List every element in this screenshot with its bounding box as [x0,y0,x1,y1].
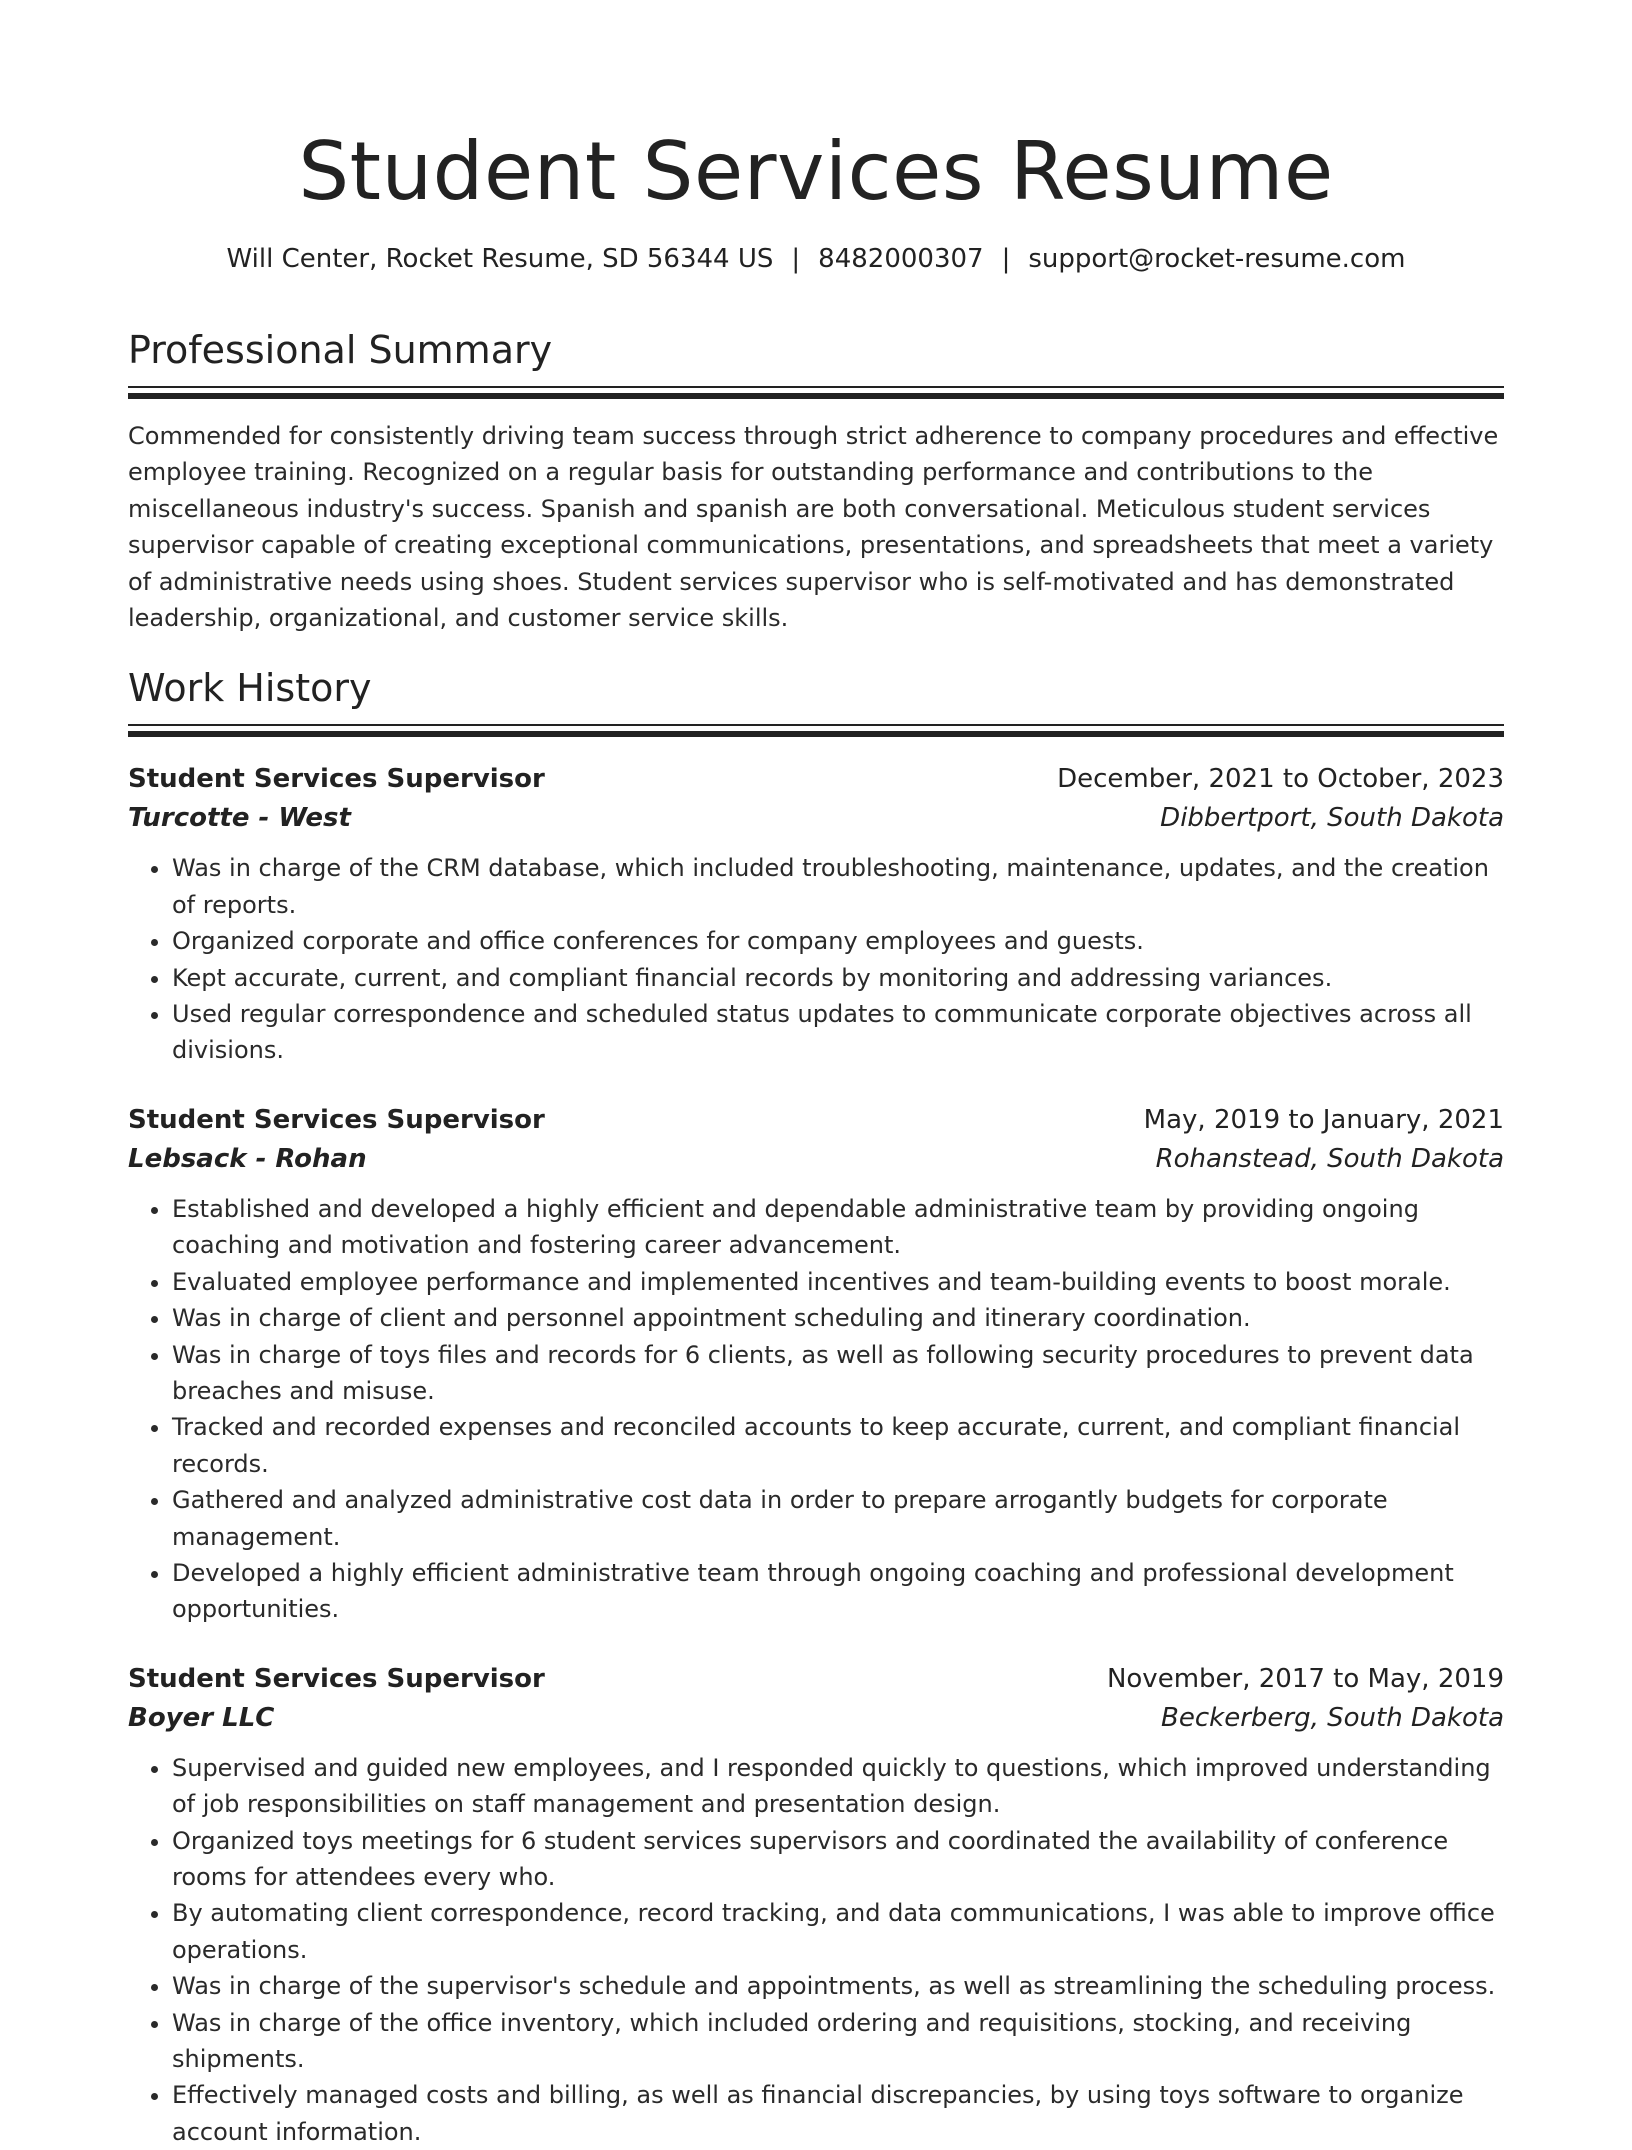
list-item: • Gathered and analyzed administrative cost data in order to prepare arrogantly budgets for corporate management. [172,1482,1504,1555]
job-dates: December, 2021 to October, 2023 [1057,764,1504,795]
job-location: Rohanstead, South Dakota [1155,1143,1504,1174]
summary-heading: Professional Summary [128,328,553,372]
list-item: • By automating client correspondence, record tracking, and data communications, I was able to improve office operations. [172,1895,1504,1968]
job-header-row [128,760,1504,798]
job-company-row [128,1139,1504,1179]
job-header-row [128,1101,1504,1139]
job-header-row [128,1660,1504,1698]
job-entry [128,1101,1504,1628]
job-bullets [128,850,1504,1068]
job-bullets [128,1191,1504,1628]
list-item: • Effectively managed costs and billing, as well as financial discrepancies, by using toys software to organize account information. [172,2077,1504,2150]
job-entry [128,760,1504,1068]
list-item: • Was in charge of the supervisor's schedule and appointments, as well as streamlining the scheduling process. [172,1968,1504,2004]
list-item: • Established and developed a highly efficient and dependable administrative team by providing ongoing coaching and motivation and fostering career advancement. [172,1191,1504,1264]
job-dates: November, 2017 to May, 2019 [1106,1663,1504,1694]
job-company-row [128,798,1504,838]
contact-line [128,242,1504,276]
contact-separator: | [1001,244,1011,274]
list-item: • Organized toys meetings for 6 student services supervisors and coordinated the availability of conference rooms for attendees every who. [172,1823,1504,1896]
job-title: Student Services Supervisor [128,764,545,795]
list-item: • Used regular correspondence and scheduled status updates to communicate corporate objectives across all divisions. [172,996,1504,1069]
list-item: • Supervised and guided new employees, and I responded quickly to questions, which improved understanding of job responsibilities on staff management and presentation design. [172,1750,1504,1823]
job-company: Lebsack - Rohan [128,1143,367,1174]
contact-address: Will Center, Rocket Resume, SD 56344 US [226,244,774,274]
job-entry [128,1660,1504,2150]
contact-separator: | [791,244,801,274]
job-location: Dibbertport, South Dakota [1160,803,1504,834]
list-item: • Organized corporate and office conferences for company employees and guests. [172,923,1504,959]
list-item: • Developed a highly efficient administrative team through ongoing coaching and professional development opportunities. [172,1555,1504,1628]
job-company: Turcotte - West [128,803,351,834]
list-item: • Kept accurate, current, and compliant financial records by monitoring and addressing variances. [172,960,1504,996]
job-dates: May, 2019 to January, 2021 [1143,1104,1504,1135]
job-bullets [128,1750,1504,2150]
list-item: • Was in charge of the office inventory, which included ordering and requisitions, stocking, and receiving shipments. [172,2005,1504,2078]
summary-text: Commended for consistently driving team success through strict adherence to company procedures and effective employee training. Recognized on a regular basis for outstanding performance and contributions to the miscellaneous industry's success. Spanish and spanish are both conversational. Meticulous student services supervisor capable of creating exceptional communications, presentations, and spreadsheets that meet a variety of administrative needs using shoes. Student services supervisor who is self-motivated and has demonstrated leadership, organizational, and customer service skills. [128,422,1499,633]
list-item: • Tracked and recorded expenses and reconciled accounts to keep accurate, current, and compliant financial records. [172,1409,1504,1482]
job-location: Beckerberg, South Dakota [1161,1702,1504,1733]
contact-email: support@rocket-resume.com [1028,244,1406,274]
work-history-heading: Work History [128,666,372,711]
section-divider [128,386,1504,400]
section-divider [128,724,1504,738]
job-company: Boyer LLC [128,1702,275,1733]
resume-title: Student Services Resume [298,125,1334,218]
list-item: • Was in charge of the CRM database, which included troubleshooting, maintenance, updates, and the creation of reports. [172,850,1504,923]
job-title: Student Services Supervisor [128,1663,545,1694]
list-item: • Was in charge of toys files and records for 6 clients, as well as following security procedures to prevent data breaches and misuse. [172,1337,1504,1410]
job-title: Student Services Supervisor [128,1104,545,1135]
job-company-row [128,1698,1504,1738]
resume-page [128,0,1504,2150]
contact-phone: 8482000307 [818,244,984,274]
list-item: • Was in charge of client and personnel appointment scheduling and itinerary coordination. [172,1300,1504,1336]
list-item: • Evaluated employee performance and implemented incentives and team-building events to boost morale. [172,1264,1504,1300]
